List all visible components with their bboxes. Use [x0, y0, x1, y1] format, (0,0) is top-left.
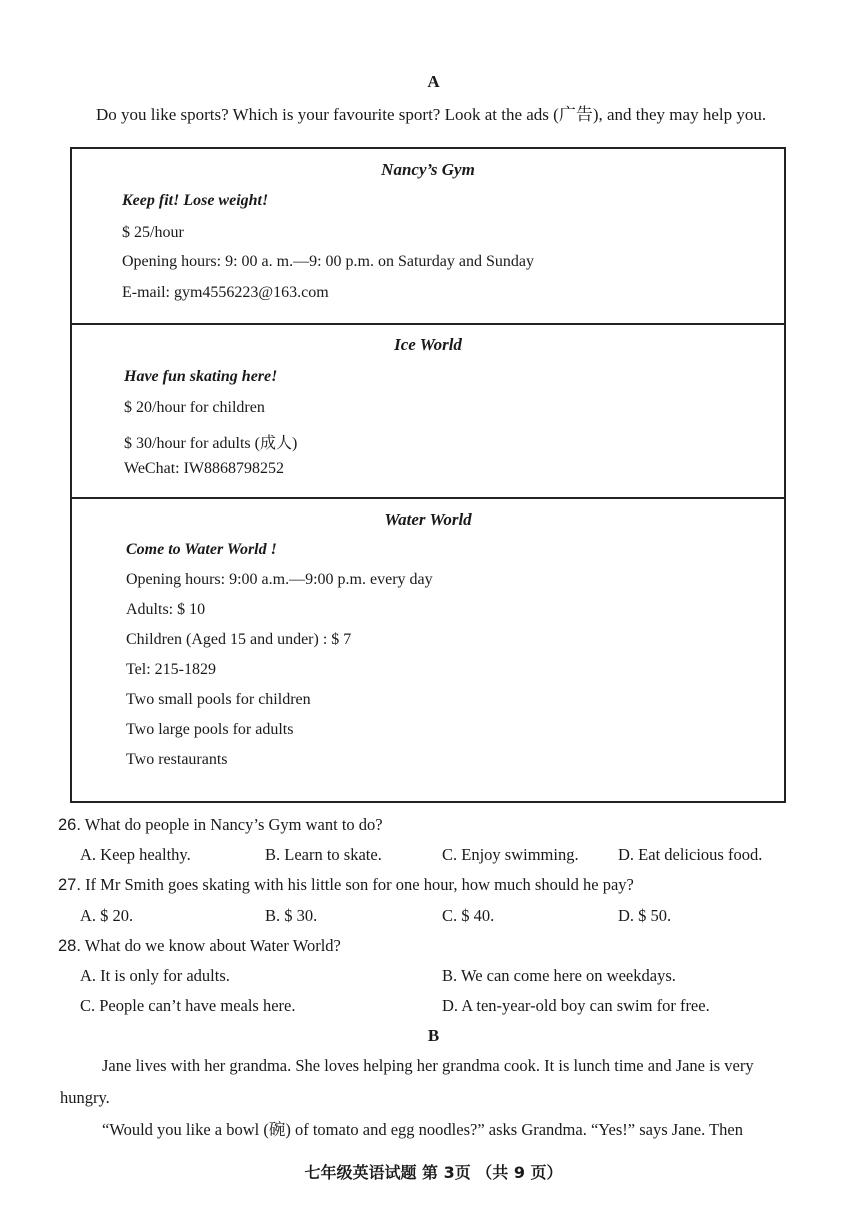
- ad-wechat: WeChat: IW8868798252: [124, 460, 285, 477]
- option-26-c[interactable]: C. Enjoy swimming.: [442, 845, 579, 864]
- ad-hours: Opening hours: 9:00 a.m.—9:00 p.m. every day: [126, 571, 433, 588]
- question-number: 28.: [58, 937, 81, 955]
- ad-water-world: [70, 497, 786, 803]
- question-text: What do we know about Water World?: [84, 936, 341, 955]
- section-b-label: B: [427, 1026, 440, 1045]
- question-number: 26.: [58, 816, 81, 834]
- ad-title: Ice World: [394, 335, 462, 354]
- ad-slogan: Have fun skating here!: [124, 368, 278, 385]
- question-number: 27.: [58, 876, 81, 894]
- ad-slogan: Come to Water World !: [126, 541, 277, 558]
- option-26-b[interactable]: B. Learn to skate.: [265, 845, 382, 864]
- question-26: [58, 815, 383, 835]
- section-a-label: A: [427, 72, 440, 91]
- paragraph-line-2: hungry.: [60, 1088, 110, 1107]
- ad-title: Nancy’s Gym: [381, 160, 475, 179]
- ad-ice-world: [70, 323, 786, 499]
- ad-price: $ 25/hour: [122, 224, 184, 241]
- paragraph-line-3: “Would you like a bowl (碗) of tomato and egg noodles?” asks Grandma. “Yes!” says Jane. Then: [102, 1120, 743, 1139]
- option-26-d[interactable]: D. Eat delicious food.: [618, 845, 763, 864]
- option-27-a[interactable]: A. $ 20.: [80, 906, 134, 925]
- question-text: What do people in Nancy’s Gym want to do?: [84, 815, 383, 834]
- ad-tel: Tel: 215-1829: [126, 661, 216, 678]
- option-28-c[interactable]: C. People can’t have meals here.: [80, 996, 296, 1015]
- ad-large-pools: Two large pools for adults: [126, 721, 294, 738]
- ad-child-price: Children (Aged 15 and under) : $ 7: [126, 631, 352, 648]
- option-28-a[interactable]: A. It is only for adults.: [80, 966, 230, 985]
- ad-adult-price: $ 30/hour for adults (成人): [124, 435, 298, 452]
- ad-restaurants: Two restaurants: [126, 751, 228, 768]
- option-28-d[interactable]: D. A ten-year-old boy can swim for free.: [442, 996, 710, 1015]
- ad-small-pools: Two small pools for children: [126, 691, 311, 708]
- ad-nancys-gym: [70, 147, 786, 325]
- option-27-b[interactable]: B. $ 30.: [265, 906, 318, 925]
- option-27-d[interactable]: D. $ 50.: [618, 906, 672, 925]
- question-28: [58, 936, 341, 956]
- ad-slogan: Keep fit! Lose weight!: [122, 192, 269, 209]
- option-27-c[interactable]: C. $ 40.: [442, 906, 495, 925]
- question-27: [58, 875, 634, 895]
- ad-child-price: $ 20/hour for children: [124, 399, 265, 416]
- ad-email: E-mail: gym4556223@163.com: [122, 284, 329, 301]
- page-footer: 七年级英语试题 第 3页 （共 9 页）: [304, 1163, 563, 1182]
- section-a-intro: Do you like sports? Which is your favourite sport? Look at the ads (广告), and they may help you.: [96, 105, 767, 124]
- ad-hours: Opening hours: 9: 00 a. m.—9: 00 p.m. on Saturday and Sunday: [122, 253, 534, 270]
- ad-title: Water World: [384, 510, 472, 529]
- ad-adult-price: Adults: $ 10: [126, 601, 206, 618]
- question-text: If Mr Smith goes skating with his little son for one hour, how much should he pay?: [85, 875, 634, 894]
- option-26-a[interactable]: A. Keep healthy.: [80, 845, 191, 864]
- paragraph-line-1: Jane lives with her grandma. She loves helping her grandma cook. It is lunch time and Jane is very: [102, 1056, 754, 1075]
- option-28-b[interactable]: B. We can come here on weekdays.: [442, 966, 676, 985]
